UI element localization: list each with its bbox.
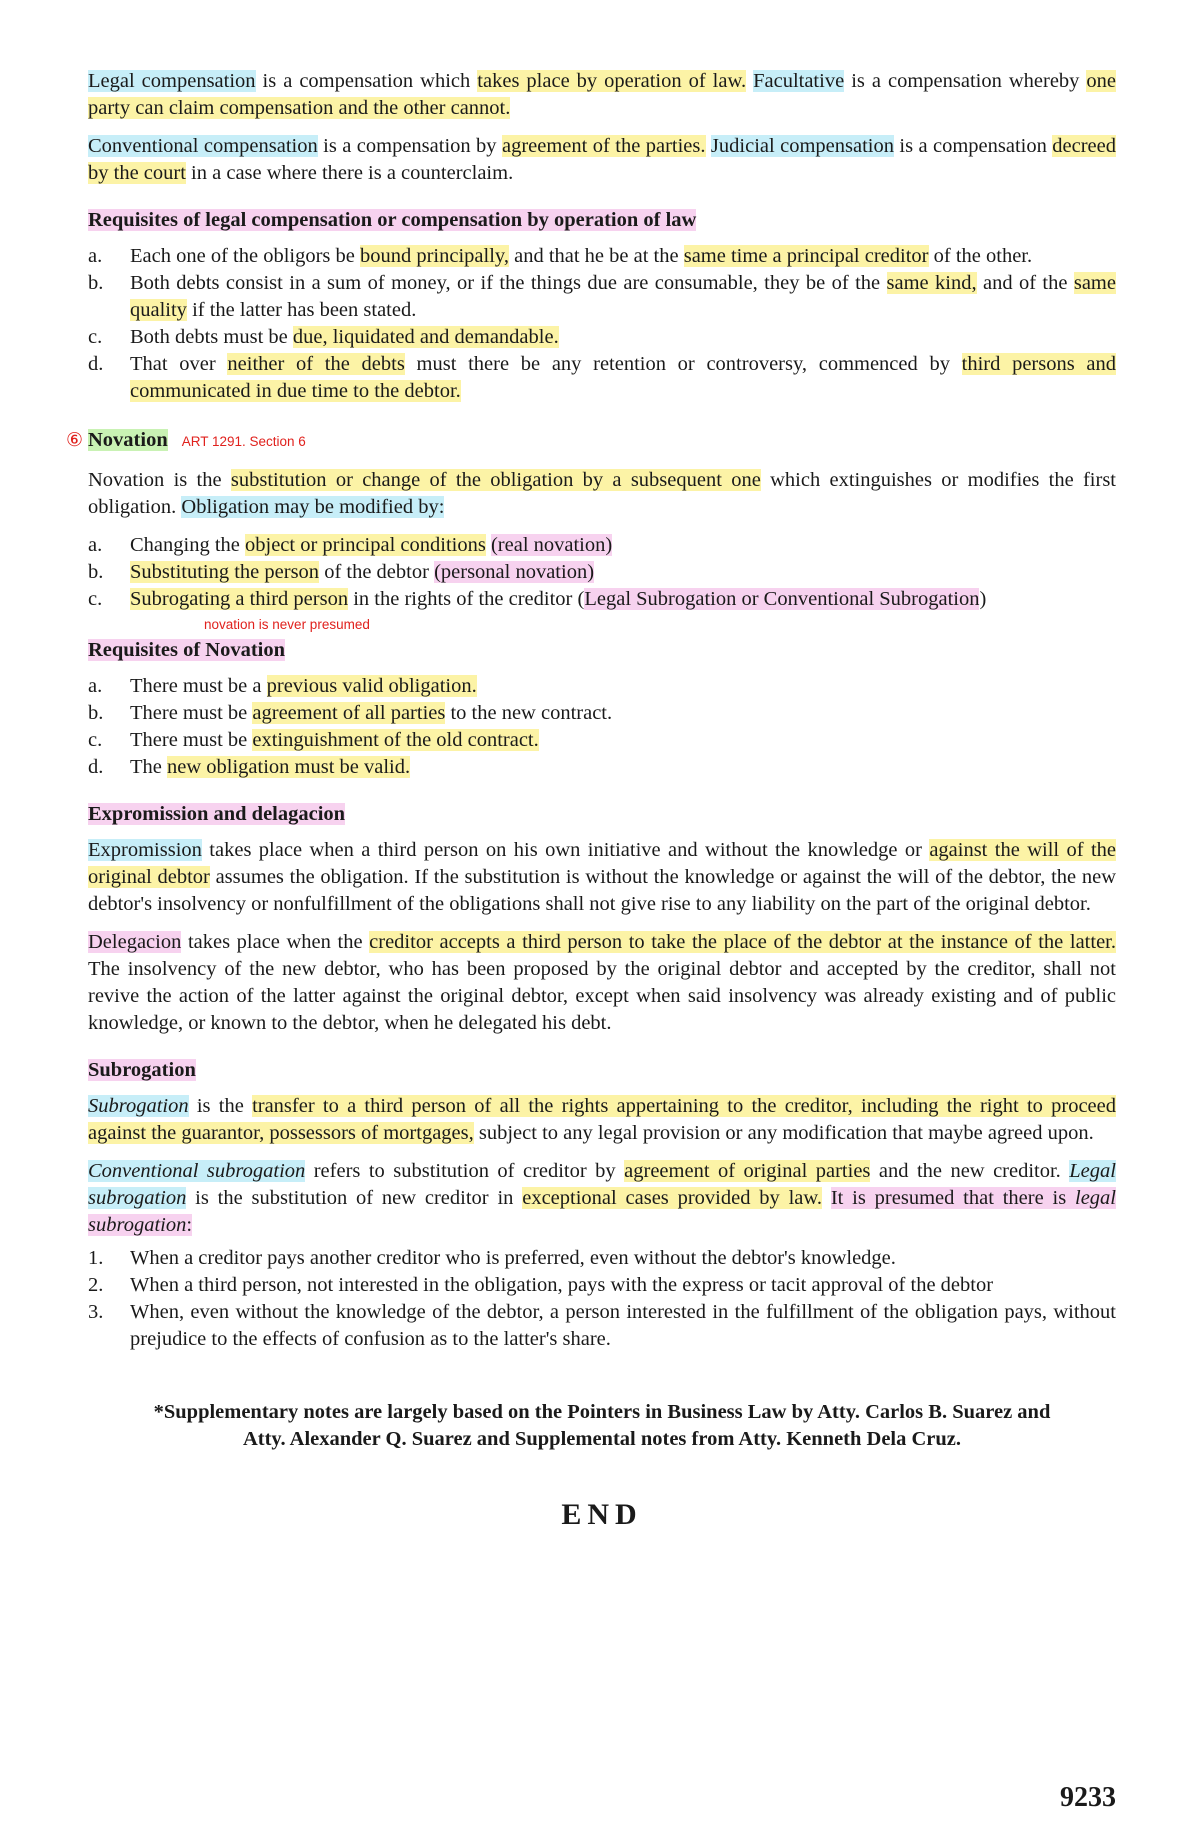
highlight-span: agreement of all parties — [252, 702, 446, 724]
highlight-span: (personal novation) — [434, 561, 595, 583]
text-span: of the debtor — [319, 561, 435, 583]
page-number: 9233 — [1060, 1782, 1116, 1813]
list-item — [88, 243, 1116, 270]
text-span: That over — [130, 353, 228, 375]
heading-text: Requisites of legal compensation or compensation by operation of law — [88, 209, 697, 231]
highlight-span: : — [186, 1214, 193, 1236]
highlight-span: substitution or change of the obligation by a subsequent one — [230, 469, 761, 491]
text-span: which extinguishes or modifies the first obligation. — [88, 469, 1116, 518]
term-legal-compensation: Legal compensation — [88, 70, 256, 92]
novation-heading-row — [66, 427, 1116, 455]
highlight-span: agreement of original parties — [624, 1160, 871, 1182]
heading-expromission — [88, 801, 1116, 828]
term-conventional-subrogation: Conventional subrogation — [88, 1160, 306, 1182]
heading-text: Requisites of Novation — [88, 639, 286, 661]
highlight-span: same time a principal creditor — [683, 245, 929, 267]
text-span — [822, 1187, 831, 1209]
text-span: if the latter has been stated. — [186, 299, 417, 321]
footnote-line: Atty. Alexander Q. Suarez and Supplemental notes from Atty. Kenneth Dela Cruz. — [242, 1428, 962, 1450]
list-marker: a. — [88, 245, 103, 267]
term-facultative: Facultative — [753, 70, 845, 92]
list-item — [88, 270, 1116, 324]
list-marker: b. — [88, 561, 104, 583]
list-item — [88, 727, 1116, 754]
text-span: and the new creditor. — [870, 1160, 1070, 1182]
highlight-span: legal subrogation — [88, 1187, 1117, 1236]
text-span: in the rights of the creditor ( — [348, 588, 585, 610]
highlight-span: object or principal conditions — [245, 534, 486, 556]
highlight-span: extinguishment of the old contract. — [252, 729, 539, 751]
text-span: must there be any retention or controversy, commenced by — [404, 353, 962, 375]
list-item — [88, 586, 1116, 613]
footnote-line: *Supplementary notes are largely based on the Pointers in Business Law by Atty. Carlos B. Suarez and — [153, 1401, 1051, 1423]
text-span: refers to substitution of creditor by — [305, 1160, 625, 1182]
list-marker: c. — [88, 729, 103, 751]
heading-novation: Novation — [88, 429, 168, 451]
paragraph-novation — [88, 467, 1116, 521]
highlight-span: Obligation may be modified by: — [181, 496, 445, 518]
highlight-span: due, liquidated and demandable. — [292, 326, 559, 348]
highlight-span: takes place by operation of law. — [477, 70, 747, 92]
list-item — [88, 673, 1116, 700]
paragraph-expromission — [88, 837, 1116, 918]
highlight-span: It is presumed that there is — [830, 1187, 1076, 1209]
paragraph-delegacion — [88, 929, 1116, 1037]
text-span: is a compensation by — [317, 135, 502, 157]
paragraph-conventional-subrogation — [88, 1158, 1116, 1239]
highlight-span: Legal Subrogation or Conventional Subrogation — [584, 588, 980, 610]
paragraph-legal-compensation — [88, 68, 1116, 122]
paragraph-subrogation — [88, 1093, 1116, 1147]
highlight-span: exceptional cases provided by law. — [522, 1187, 822, 1209]
text-span: Both debts must be — [130, 326, 293, 348]
term-judicial-compensation: Judicial compensation — [710, 135, 894, 157]
list-marker: d. — [88, 353, 104, 375]
highlight-span: against the will of the original debtor — [88, 839, 1116, 888]
text-span: takes place when the — [181, 931, 370, 953]
highlight-span: (real novation) — [490, 534, 613, 556]
text-span: There must be — [130, 702, 253, 724]
text-span: The insolvency of the new debtor, who has been proposed by the original debtor and accepted by the creditor, shall not revive the action of the latter against the original debtor, except when said insolvency was already existing and of public knowledge, or known to the debtor, when he delegated his debt. — [88, 958, 1116, 1034]
text-span: is a compensation whereby — [844, 70, 1087, 92]
list-item — [88, 1245, 1116, 1272]
footnote-sources — [88, 1399, 1116, 1453]
text-span: Both debts consist in a sum of money, or if the things due are consumable, they be of the — [130, 272, 887, 294]
text-span: When, even without the knowledge of the debtor, a person interested in the fulfillment of the obligation pays, without prejudice to the effects of confusion as to the latter's share. — [130, 1301, 1116, 1350]
heading-text: Expromission and delagacion — [88, 803, 346, 825]
list-item — [88, 559, 1116, 586]
highlight-span: one party can claim compensation and the other cannot. — [88, 70, 1117, 119]
circled-number-six-icon: ⑥ — [66, 430, 84, 451]
text-span: and that he be at the — [508, 245, 684, 267]
highlight-span: same quality — [130, 272, 1116, 321]
text-span: is a compensation which — [255, 70, 478, 92]
document-page — [66, 68, 1117, 1531]
list-requisites-novation — [88, 673, 1116, 781]
text-span: to the new contract. — [445, 702, 613, 724]
text-span: assumes the obligation. If the substitution is without the knowledge or against the will of the debtor, the new debtor's insolvency or nonfulfillment of the obligations shall not give rise to any liability on the part of the original debtor. — [88, 866, 1116, 915]
list-marker: 3. — [88, 1301, 104, 1323]
text-span: Changing the — [130, 534, 246, 556]
list-marker: 2. — [88, 1274, 104, 1296]
term-delegacion: Delegacion — [88, 931, 182, 953]
list-novation-modes — [88, 532, 1116, 613]
text-span: takes place when a third person on his own initiative and without the knowledge or — [201, 839, 930, 861]
list-item — [88, 754, 1116, 781]
list-item — [88, 532, 1116, 559]
text-span: in a case where there is a counterclaim. — [185, 162, 514, 184]
list-marker: c. — [88, 326, 103, 348]
highlight-span: creditor accepts a third person to take the place of the debtor at the instance of the latter. — [369, 931, 1116, 953]
list-item — [88, 700, 1116, 727]
highlight-span: transfer to a third person of all the rights appertaining to the creditor, including the right to proceed against the guarantor, possessors of mortgages, — [88, 1095, 1117, 1144]
term-subrogation: Subrogation — [88, 1095, 189, 1117]
paragraph-conventional-compensation — [88, 133, 1116, 187]
term-legal-subrogation: Legal subrogation — [88, 1160, 1116, 1209]
text-span: There must be a — [130, 675, 267, 697]
annotation-article: ART 1291. Section 6 — [181, 434, 306, 449]
text-span: The — [130, 756, 167, 778]
highlight-span: agreement of the parties. — [501, 135, 706, 157]
text-span: Each one of the obligors be — [130, 245, 360, 267]
annotation-novation-never-presumed: novation is never presumed — [204, 617, 370, 632]
highlight-span: Subrogating a third person — [130, 588, 349, 610]
text-span: of the other. — [928, 245, 1033, 267]
text-span: ) — [979, 588, 987, 610]
list-item — [88, 351, 1116, 405]
list-marker: b. — [88, 702, 104, 724]
text-span: subject to any legal provision or any modification that maybe agreed upon. — [473, 1122, 1094, 1144]
highlight-span: decreed by the court — [88, 135, 1117, 184]
list-item — [88, 1299, 1116, 1353]
text-span: is the — [188, 1095, 253, 1117]
highlight-span: bound principally, — [359, 245, 509, 267]
list-marker: a. — [88, 534, 103, 556]
highlight-span: previous valid obligation. — [266, 675, 477, 697]
highlight-span: same kind, — [886, 272, 977, 294]
highlight-span: new obligation must be valid. — [167, 756, 411, 778]
list-marker: a. — [88, 675, 103, 697]
term-expromission: Expromission — [88, 839, 202, 861]
end-marker: END — [561, 1498, 643, 1531]
text-span: and of the — [976, 272, 1074, 294]
text-span: When a creditor pays another creditor who is preferred, even without the debtor's knowledge. — [130, 1247, 896, 1269]
list-legal-subrogation-cases — [88, 1245, 1116, 1353]
highlight-span: third persons and communicated in due time to the debtor. — [130, 353, 1117, 402]
highlight-span: Substituting the person — [130, 561, 320, 583]
heading-subrogation — [88, 1057, 1116, 1084]
term-conventional-compensation: Conventional compensation — [88, 135, 318, 157]
text-span: When a third person, not interested in the obligation, pays with the express or tacit approval of the debtor — [130, 1274, 994, 1296]
list-marker: b. — [88, 272, 104, 294]
list-marker: c. — [88, 588, 103, 610]
list-item — [88, 1272, 1116, 1299]
list-marker: d. — [88, 756, 104, 778]
heading-text: Subrogation — [88, 1059, 196, 1081]
heading-requisites-novation — [88, 637, 1116, 664]
text-span: is the substitution of new creditor in — [186, 1187, 523, 1209]
list-requisites-legal-compensation — [88, 243, 1116, 405]
list-marker: 1. — [88, 1247, 104, 1269]
highlight-span: neither of the debts — [227, 353, 405, 375]
heading-requisites-legal-compensation — [88, 207, 1116, 234]
list-item — [88, 324, 1116, 351]
text-span: Novation is the — [88, 469, 231, 491]
text-span: is a compensation — [893, 135, 1053, 157]
text-span: There must be — [130, 729, 253, 751]
